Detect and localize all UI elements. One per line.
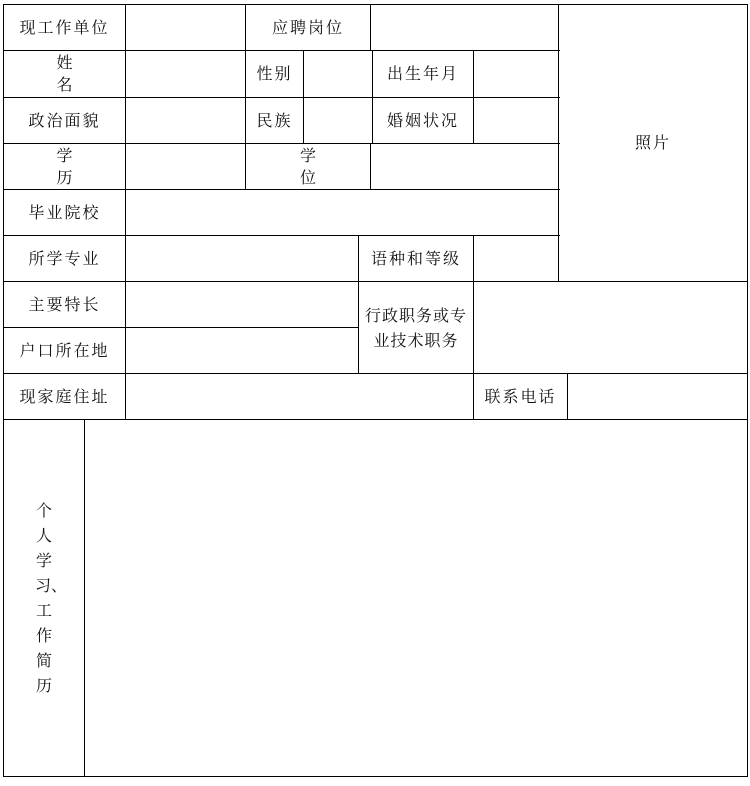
education-field[interactable]	[126, 144, 245, 189]
resume-field[interactable]	[85, 420, 747, 776]
graduated-school-label: 毕业院校	[28, 202, 101, 222]
position-applied-label: 应聘岗位	[271, 17, 344, 37]
birth-date-label: 出生年月	[386, 64, 459, 83]
gender-label: 性别	[256, 64, 293, 83]
current-employer-label: 现工作单位	[19, 17, 110, 37]
household-registration-field[interactable]	[126, 328, 358, 373]
education-label: 学 历	[56, 145, 99, 187]
political-status-field[interactable]	[126, 98, 245, 143]
home-address-label: 现家庭住址	[19, 386, 110, 406]
major-field[interactable]	[126, 236, 358, 281]
specialties-field[interactable]	[126, 282, 358, 327]
name-field[interactable]	[126, 51, 245, 97]
ethnicity-label: 民族	[256, 110, 293, 130]
household-registration-label: 户口所在地	[19, 340, 110, 360]
current-employer-field[interactable]	[126, 5, 245, 50]
position-applied-field[interactable]	[371, 5, 558, 50]
specialties-label: 主要特长	[28, 294, 101, 314]
language-level-field[interactable]	[474, 236, 558, 281]
major-label: 所学专业	[28, 248, 101, 268]
ethnicity-field[interactable]	[304, 98, 372, 143]
name-label: 姓 名	[56, 53, 99, 94]
degree-label: 学 位	[299, 145, 342, 187]
resume-label	[4, 420, 84, 776]
admin-position-field[interactable]	[474, 282, 747, 373]
phone-field[interactable]	[568, 374, 747, 419]
language-level-label: 语种和等级	[370, 248, 461, 268]
marital-status-label: 婚姻状况	[386, 110, 459, 130]
birth-date-field[interactable]	[474, 51, 558, 97]
marital-status-field[interactable]	[474, 98, 558, 143]
rule-right	[747, 4, 748, 777]
photo-label[interactable]: 照片	[634, 133, 671, 152]
rule-bottom	[3, 776, 748, 777]
home-address-field[interactable]	[126, 374, 473, 419]
degree-field[interactable]	[371, 144, 558, 189]
resume-label-text: 个人学习、工作简历	[35, 501, 68, 695]
political-status-label: 政治面貌	[28, 110, 101, 130]
admin-position-label: 行政职务或专业技术职务	[365, 305, 468, 350]
gender-field[interactable]	[304, 51, 372, 97]
phone-label: 联系电话	[484, 386, 557, 406]
graduated-school-field[interactable]	[126, 190, 558, 235]
